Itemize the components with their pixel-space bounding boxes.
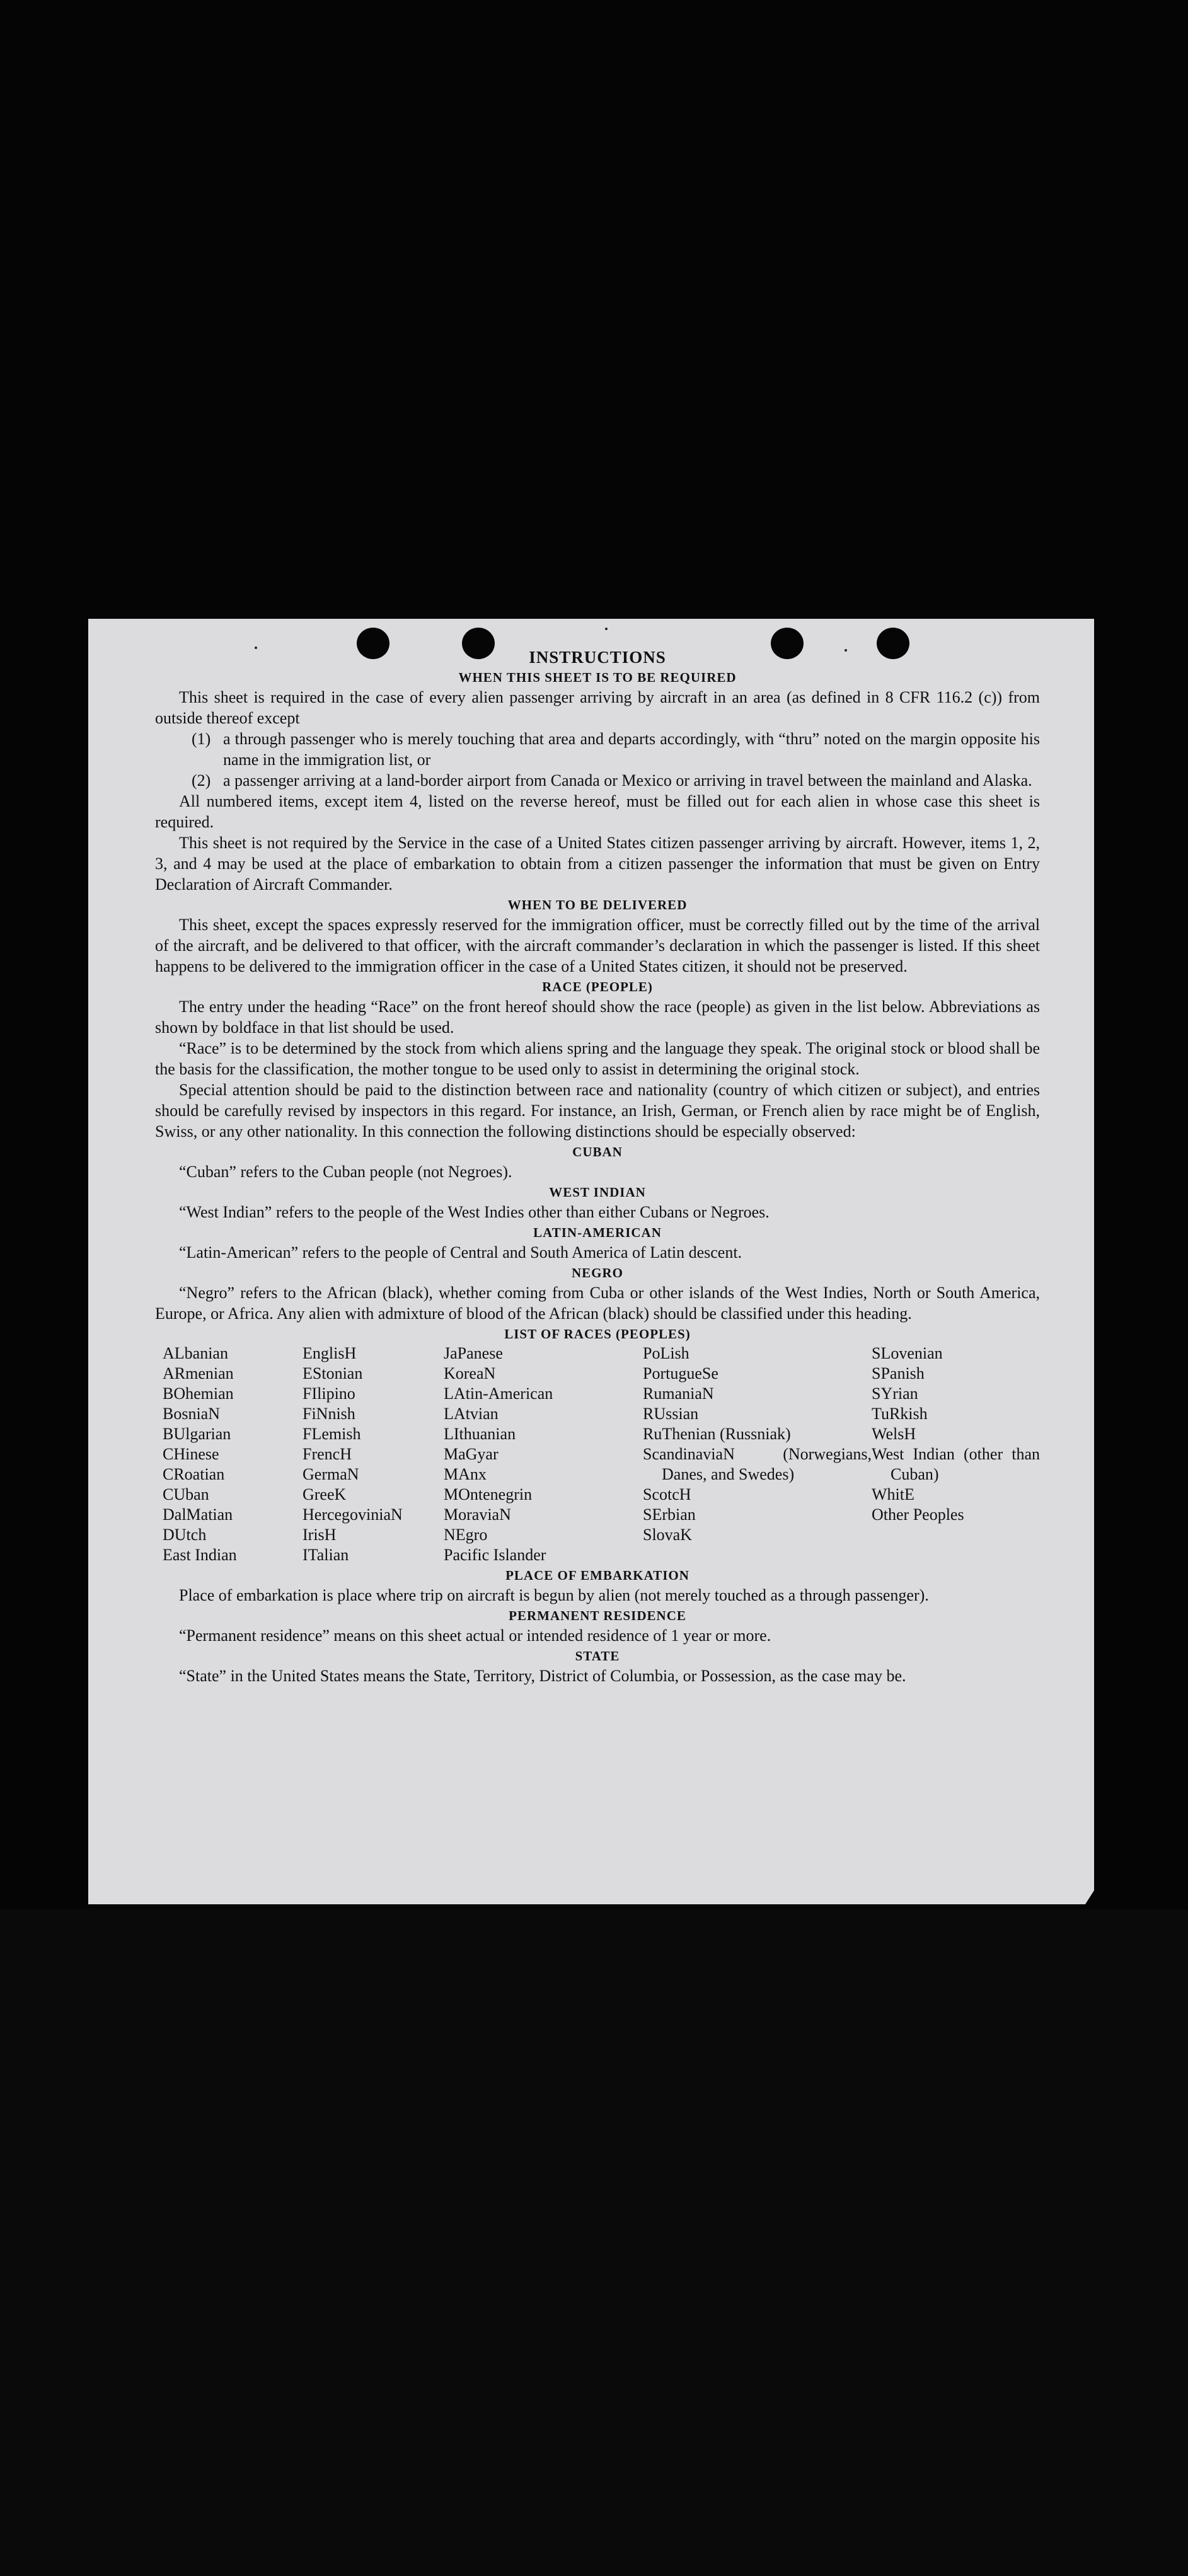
paragraph: This sheet is required in the case of every alien passenger arriving by aircraft in an area (as defined in 8 CFR 116.2 (c)) from outside thereof except [155,688,1040,727]
race-entry: East Indian [163,1546,237,1564]
race-entry: RUssian [643,1405,699,1423]
item-text: a passenger arriving at a land-border airport from Canada or Mexico or arriving in travel between the mainland and Alaska. [223,771,1032,790]
page-title: INSTRUCTIONS [529,648,666,667]
heading-race: RACE (PEOPLE) [542,979,653,994]
paragraph: All numbered items, except item 4, listed on the reverse hereof, must be filled out for each alien in whose case this sheet is required. [155,792,1040,831]
punch-hole [771,628,804,659]
race-entry: FIlipino [303,1384,355,1403]
paragraph: “West Indian” refers to the people of the West Indies other than either Cubans or Negroes. [179,1203,770,1221]
heading-embarkation: PLACE OF EMBARKATION [505,1568,689,1583]
item-number: (1) [192,730,211,748]
race-entry: WelsH [872,1425,916,1443]
heading-cuban: CUBAN [572,1144,623,1159]
paragraph: The entry under the heading “Race” on the front hereof should show the race (people) as given in the list below. Abbreviations as shown by boldface in that list should be used. [155,998,1040,1037]
race-entry: MaGyar [444,1445,499,1463]
punch-hole [877,628,909,659]
race-entry: LIthuanian [444,1425,516,1443]
paragraph: “Permanent residence” means on this sheet actual or intended residence of 1 year or more. [179,1626,771,1645]
race-entry: Other Peoples [872,1505,964,1524]
race-entry: BOhemian [163,1384,234,1403]
race-entry: FrencH [303,1445,352,1463]
race-entry: KoreaN [444,1364,496,1383]
paragraph: “Cuban” refers to the Cuban people (not Negroes). [179,1163,512,1181]
paragraph: Special attention should be paid to the distinction between race and nationality (country of which citizen or subject), and entries should be carefully revised by inspectors in this regard. For instance, an Irish, German, or French alien by race might be of English, Swiss, or any other nationality. In this connection the following distinctions should be especially observed: [155,1081,1040,1141]
paragraph: This sheet is not required by the Service in the case of a United States citizen passenger arriving by aircraft. However, items 1, 2, 3, and 4 may be used at the place of embarkation to obtain from a citizen passenger the information that must be given on Entry Declaration of Aircraft Commander. [155,834,1040,894]
race-entry: MOntenegrin [444,1485,533,1504]
race-entry: LAtin-American [444,1384,553,1403]
race-entry: ScandinaviaN (Norwegians, Danes, and Swedes) [643,1445,872,1483]
races-column [872,1343,1040,1565]
race-entry: SErbian [643,1505,696,1524]
paragraph: This sheet, except the spaces expressly reserved for the immigration officer, must be correctly filled out by the time of the arrival of the aircraft, and be delivered to that officer, with the aircraft commander’s declaration in which the passenger is listed. If this sheet happens to be delivered to the immigration officer in the case of a United States citizen, it should not be preserved. [155,916,1040,975]
heading-west-indian: WEST INDIAN [549,1185,646,1200]
race-entry: CHinese [163,1445,219,1463]
race-entry: ScotcH [643,1485,691,1504]
scan-speck [845,649,847,652]
race-entry: CUban [163,1485,209,1504]
race-entry: DalMatian [163,1505,233,1524]
race-entry: RumaniaN [643,1384,714,1403]
punch-hole [462,628,495,659]
race-entry: RuThenian (Russniak) [643,1425,791,1443]
race-entry: JaPanese [444,1344,503,1362]
race-entry: SlovaK [643,1526,692,1544]
race-entry: FLemish [303,1425,361,1443]
race-entry: TuRkish [872,1405,928,1423]
race-entry: SPanish [872,1364,925,1383]
race-entry: BosniaN [163,1405,220,1423]
race-entry: WhitE [872,1485,914,1504]
paragraph: Place of embarkation is place where trip on aircraft is begun by alien (not merely touched as a through passenger). [179,1586,929,1604]
race-entry: IrisH [303,1526,337,1544]
race-entry: ITalian [303,1546,349,1564]
heading-negro: NEGRO [571,1265,623,1280]
list-item [155,770,1040,791]
scan-background [0,1909,1188,2576]
instruction-sheet [88,619,1094,1904]
heading-when-required: WHEN THIS SHEET IS TO BE REQUIRED [458,670,737,685]
item-text: a through passenger who is merely touching that area and departs accordingly, with “thru” noted on the margin opposite his name in the immigration list, or [223,730,1040,769]
heading-races-list: LIST OF RACES (PEOPLES) [504,1326,691,1342]
race-entry: EnglisH [303,1344,357,1362]
scan-speck [605,628,608,630]
races-column [163,1343,303,1565]
race-entry: LAtvian [444,1405,499,1423]
race-entry: PoLish [643,1344,689,1362]
race-entry: CRoatian [163,1465,225,1483]
heading-state: STATE [575,1648,620,1664]
item-number: (2) [192,771,211,790]
race-entry: EStonian [303,1364,363,1383]
race-entry: SYrian [872,1384,918,1403]
race-entry: FiNnish [303,1405,355,1423]
race-entry: NEgro [444,1526,488,1544]
race-entry: PortugueSe [643,1364,718,1383]
race-entry: MoraviaN [444,1505,511,1524]
race-entry: ARmenian [163,1364,234,1383]
heading-when-delivered: WHEN TO BE DELIVERED [507,897,688,912]
punch-hole [357,628,389,659]
races-column [444,1343,643,1565]
heading-residence: PERMANENT RESIDENCE [509,1608,686,1623]
race-entry: GreeK [303,1485,347,1504]
race-entry: Pacific Islander [444,1546,546,1564]
races-column [303,1343,444,1565]
paragraph: “Negro” refers to the African (black), whether coming from Cuba or other islands of the West Indies, North or South America, Europe, or Africa. Any alien with admixture of blood of the African (black) should be classified under this heading. [155,1284,1040,1323]
paragraph: “State” in the United States means the State, Territory, District of Columbia, or Possession, as the case may be. [179,1667,906,1685]
race-entry: HercegoviniaN [303,1505,403,1524]
races-list [163,1343,1040,1565]
race-entry: ALbanian [163,1344,228,1362]
paragraph: “Race” is to be determined by the stock from which aliens spring and the language they speak. The original stock or blood shall be the basis for the classification, the mother tongue to be used only to assist in determining the original stock. [155,1039,1040,1078]
list-item [155,728,1040,770]
race-entry: MAnx [444,1465,487,1483]
race-entry: DUtch [163,1526,207,1544]
race-entry: BUlgarian [163,1425,231,1443]
race-entry: West Indian (other than Cuban) [872,1445,1040,1483]
races-column [643,1343,872,1565]
race-entry: SLovenian [872,1344,943,1362]
heading-latin-american: LATIN-AMERICAN [533,1225,662,1240]
scan-speck [255,647,257,649]
race-entry: GermaN [303,1465,359,1483]
paragraph: “Latin-American” refers to the people of Central and South America of Latin descent. [179,1243,742,1262]
page-corner-fold [1085,1890,1094,1904]
